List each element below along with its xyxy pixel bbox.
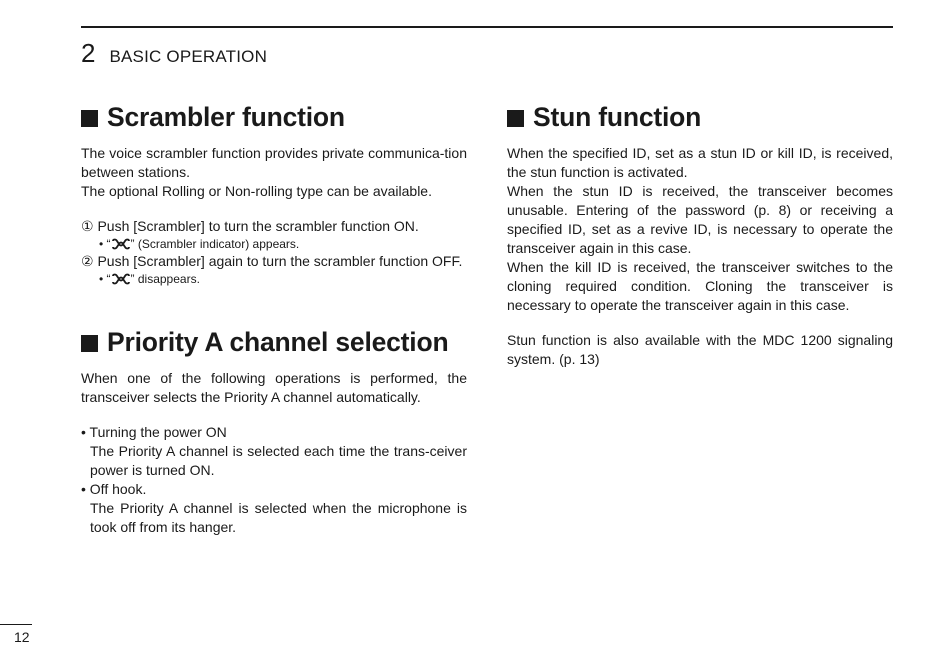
note-open-quote: • “ [99,237,111,251]
chapter-header [81,38,267,69]
priority-heading [81,325,467,359]
scrambler-step-1: ① Push [Scrambler] to turn the scrambler function ON. [81,218,419,234]
stun-heading [507,100,893,134]
scrambler-step-2: ② Push [Scrambler] again to turn the scrambler function OFF. [81,253,463,269]
square-bullet-icon [81,110,98,127]
note-open-quote: • “ [99,272,111,286]
note-text: ” (Scrambler indicator) appears. [130,237,300,251]
scrambler-intro-2: The optional Rolling or Non-rolling type can be available. [81,183,432,199]
priority-intro: When one of the following operations is performed, the transceiver selects the Priority A channel automatically. [81,370,467,405]
priority-item-2-desc: The Priority A channel is selected when the microphone is took off from its hanger. [90,500,467,535]
right-column [507,100,893,369]
left-column [81,100,467,537]
scrambler-heading [81,100,467,134]
stun-para-4: Stun function is also available with the MDC 1200 signaling system. (p. 13) [507,332,893,367]
chapter-number: 2 [81,38,96,68]
priority-heading-text: Priority A channel selection [107,327,449,357]
chapter-title: BASIC OPERATION [109,47,268,66]
priority-item-1-desc: The Priority A channel is selected each time the trans-ceiver power is turned ON. [90,443,467,478]
scrambler-heading-text: Scrambler function [107,102,345,132]
stun-para-3: When the kill ID is received, the transceiver switches to the cloning required condition. Cloning the transceiver is necessary to operate the transceiver again in this case. [507,259,893,313]
scrambler-intro-1: The voice scrambler function provides private communica-tion between stations. [81,145,467,180]
square-bullet-icon [81,335,98,352]
scrambler-indicator-icon [111,273,131,285]
priority-item-1: • Turning the power ON [81,424,227,440]
stun-para-1: When the specified ID, set as a stun ID or kill ID, is received, the stun function is activated. [507,145,893,180]
priority-item-2: • Off hook. [81,481,147,497]
header-rule [81,26,893,28]
square-bullet-icon [507,110,524,127]
stun-para-2: When the stun ID is received, the transceiver becomes unusable. Entering of the password (p. 8) or receiving a specified ID, set as a revive ID, is necessary to operate the transceiver again in this case. [507,183,893,256]
page-number: 12 [14,629,30,645]
note-text: ” disappears. [130,272,200,286]
scrambler-step-1-note [81,236,467,252]
scrambler-indicator-icon [111,238,131,250]
scrambler-step-2-note [81,271,467,287]
stun-heading-text: Stun function [533,102,702,132]
footer-rule [0,624,32,625]
